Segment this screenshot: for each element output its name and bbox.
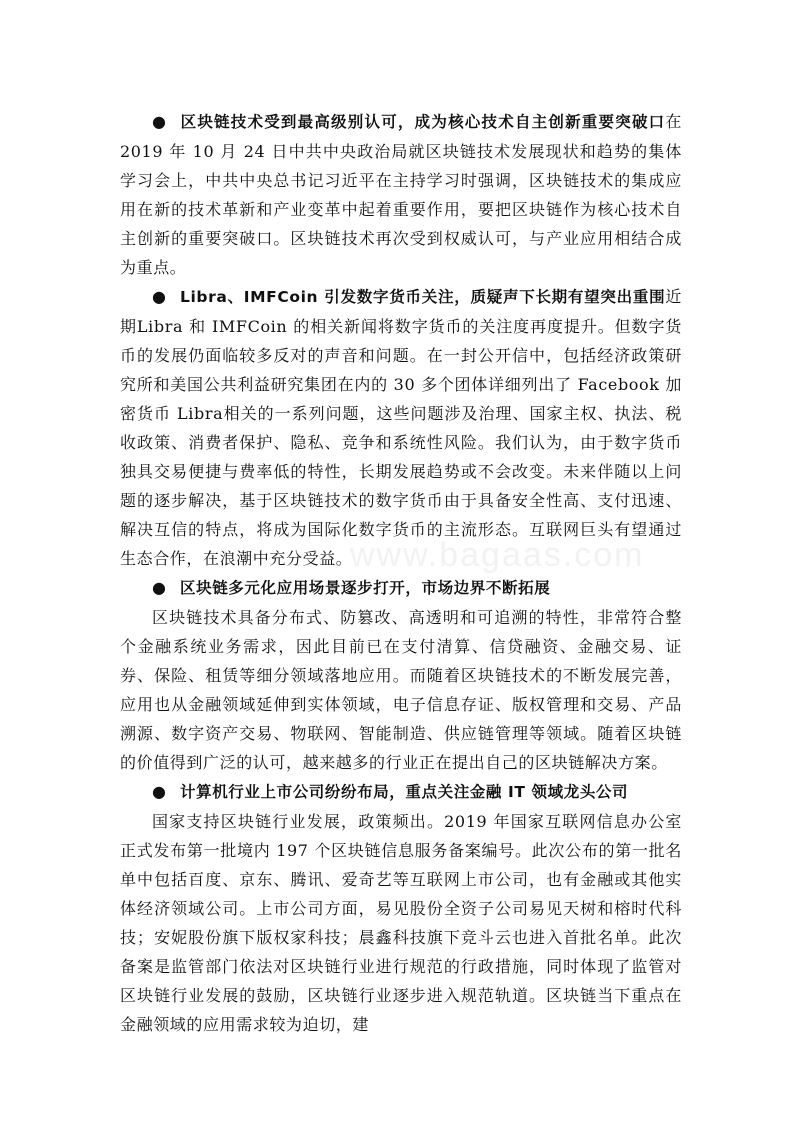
section-3-body: 区块链技术具备分布式、防篡改、高透明和可追溯的特性，非常符合整个金融系统业务需求，因此目前已在支付清算、信贷融资、金融交易、证券、保险、租赁等细分领域落地应用。而随着区块链技术的不断发展完善，应用也从金融领域延伸到实体领域，电子信息存证、版权管理和交易、产品溯源、数字资产交易、物联网、智能制造、供应链管理等领域。随着区块链的价值得到广泛的认可，越来越多的行业正在提出自己的区块链解决方案。	[120, 608, 682, 772]
section-heading: 计算机行业上市公司纷纷布局，重点关注金融 IT 领域龙头公司	[180, 783, 629, 801]
section-heading: 区块链技术受到最高级别认可，成为核心技术自主创新重要突破口	[180, 113, 666, 131]
section-text: 在2019 年 10 月 24 日中共中央政治局就区块链技术发展现状和趋势的集体学习会上，中共中央总书记习近平在主持学习时强调，区块链技术的集成应用在新的技术革新和产业变革中起着重要作用，要把区块链作为核心技术自主创新的重要突破口。区块链技术再次受到权威认可，与产业应用相结合成为重点。	[120, 112, 682, 277]
section-heading: Libra、IMFCoin 引发数字货币关注，质疑声下长期有望突出重围	[180, 288, 666, 306]
watermark: www.bagaas.com	[350, 536, 645, 574]
section-heading: 区块链多元化应用场景逐步打开，市场边界不断拓展	[180, 579, 551, 597]
section-3-heading	[120, 573, 682, 603]
bullet-icon: ●	[152, 578, 167, 597]
bullet-icon: ●	[152, 782, 167, 801]
section-4-body: 国家支持区块链行业发展，政策频出。2019 年国家互联网信息办公室正式发布第一批境内 197 个区块链信息服务备案编号。此次公布的第一批名单中包括百度、京东、腾讯、爱奇艺等互联网上市公司，也有金融或其他实体经济领域公司。上市公司方面，易见股份全资子公司易见天树和榕时代科技；安妮股份旗下版权家科技；晨鑫科技旗下竞斗云也进入首批名单。此次备案是监管部门依法对区块链行业进行规范的行政措施，同时体现了监管对区块链行业发展的鼓励，区块链行业逐步进入规范轨道。区块链当下重点在金融领域的应用需求较为迫切，建	[120, 812, 682, 1034]
section-1	[120, 107, 682, 282]
section-2	[120, 282, 682, 573]
bullet-icon: ●	[152, 112, 167, 131]
document-page	[120, 107, 682, 1039]
bullet-icon: ●	[152, 287, 167, 306]
section-4-heading	[120, 777, 682, 807]
section-text: 近期Libra 和 IMFCoin 的相关新闻将数字货币的关注度再度提升。但数字货币的发展仍面临较多反对的声音和问题。在一封公开信中，包括经济政策研究所和美国公共利益研究集团在内的 30 多个团体详细列出了 Facebook 加密货币 Libra相关的一系列问题，这些问题涉及治理、国家主权、执法、税收政策、消费者保护、隐私、竞争和系统性风险。我们认为，由于数字货币独具交易便捷与费率低的特性，长期发展趋势或不会改变。未来伴随以上问题的逐步解决，基于区块链技术的数字货币由于具备安全性高、支付迅速、解决互信的特点，将成为国际化数字货币的主流形态。互联网巨头有望通过生态合作，在浪潮中充分受益。	[120, 287, 682, 568]
